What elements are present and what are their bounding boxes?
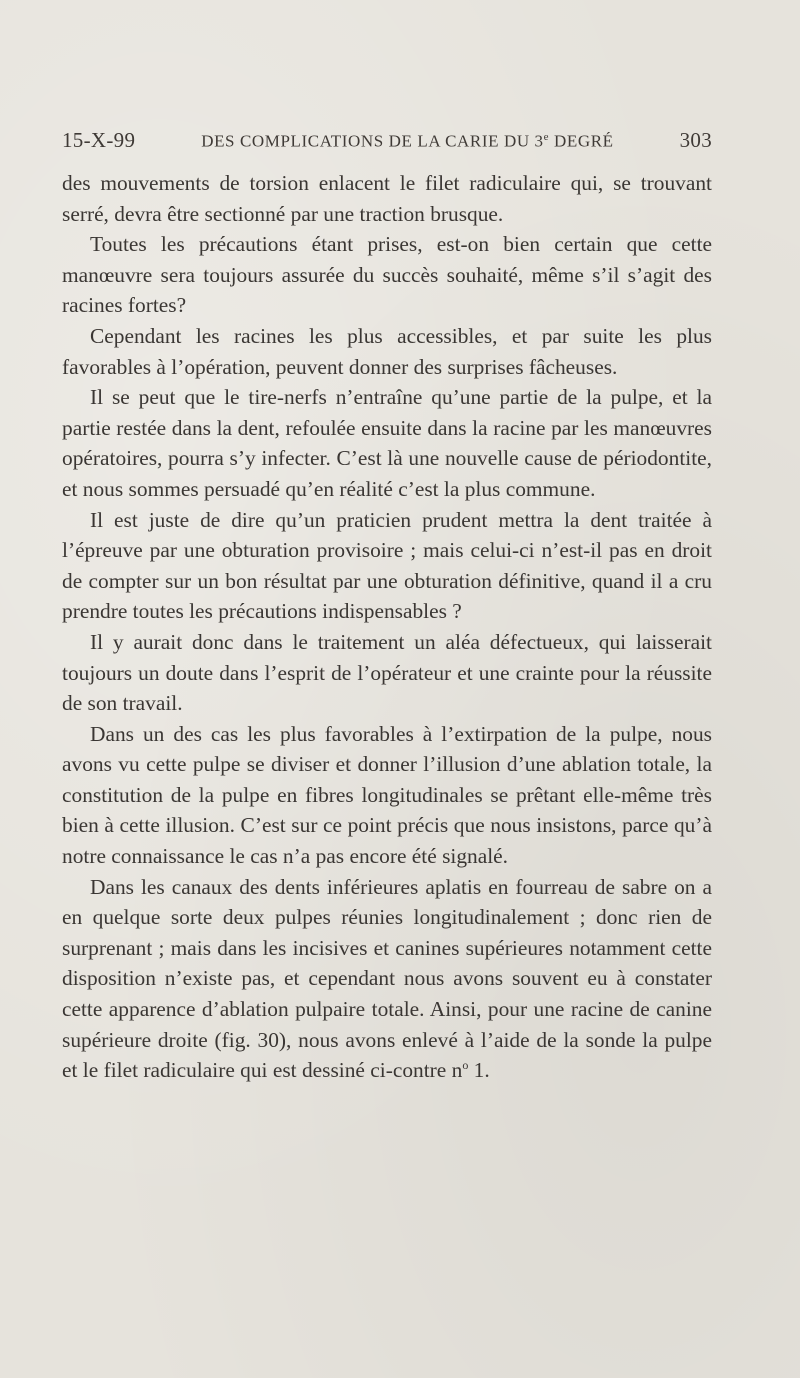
header-date: 15-X-99 — [62, 128, 136, 152]
paragraph: Cependant les racines les plus accessibles, et par suite les plus favorables à l’opération, peuvent donner des surprises fâcheuses. — [62, 323, 712, 379]
header-title: DES COMPLICATIONS DE LA CARIE DU 3e DEGRÉ — [201, 131, 614, 151]
page-number: 303 — [679, 128, 712, 152]
paragraph: Toutes les précautions étant prises, est-on bien certain que cette manœuvre sera toujours assurée du succès souhaité, même s’il s’agit des racines fortes? — [62, 232, 712, 318]
header-title-superscript: e — [543, 131, 550, 144]
paragraph: Il se peut que le tire-nerfs n’entraîne qu’une partie de la pulpe, et la partie restée dans la dent, refoulée ensuite dans la racine par les manœuvres opératoires, pourra s’y infecter. C’est là une nouvelle cause de périodontite, et nous sommes persuadé qu’en réalité c’est la plus commune. — [62, 385, 712, 501]
paragraph: Il est juste de dire qu’un praticien prudent mettra la dent traitée à l’épreuve par une obturation provisoire ; mais celui-ci n’est-il pas en droit de compter sur un bon résultat par une obturation définitive, quand il a cru prendre toutes les précautions indispensables ? — [62, 507, 712, 624]
paragraph: Il y aurait donc dans le traitement un aléa défectueux, qui laisserait toujours un doute dans l’esprit de l’opérateur et une crainte pour la réussite de son travail. — [62, 629, 712, 716]
numero-superscript: o — [462, 1058, 469, 1073]
paragraph: Dans un des cas les plus favorables à l’extirpation de la pulpe, nous avons vu cette pulpe se diviser et donner l’illusion d’une ablation totale, la constitution de la pulpe en fibres longitudinales se prêtant elle-même très bien à cette illusion. C’est sur ce point précis que nous insistons, parce qu’à notre connaissance le cas n’a pas encore été signalé. — [62, 721, 712, 869]
running-header — [62, 128, 712, 153]
paragraph-last: Dans les canaux des dents inférieures aplatis en fourreau de sabre on a en quelque sorte deux pulpes réunies longitudinalement ; donc rien de surprenant ; mais dans les incisives et canines supérieures notamment cette disposition n’existe pas, et cependant nous avons souvent eu à constater cette apparence d’ablation pulpaire totale. Ainsi, pour une racine de canine supérieure droite (fig. 30), nous avons enlevé à l’aide de la sonde la pulpe et le filet radiculaire qui est dessiné ci-contre $n^o$ 1. — [62, 874, 712, 1083]
paragraph: des mouvements de torsion enlacent le filet radiculaire qui, se trouvant serré, devra être sectionné par une traction brusque. — [62, 171, 712, 226]
body-text — [62, 168, 712, 1086]
